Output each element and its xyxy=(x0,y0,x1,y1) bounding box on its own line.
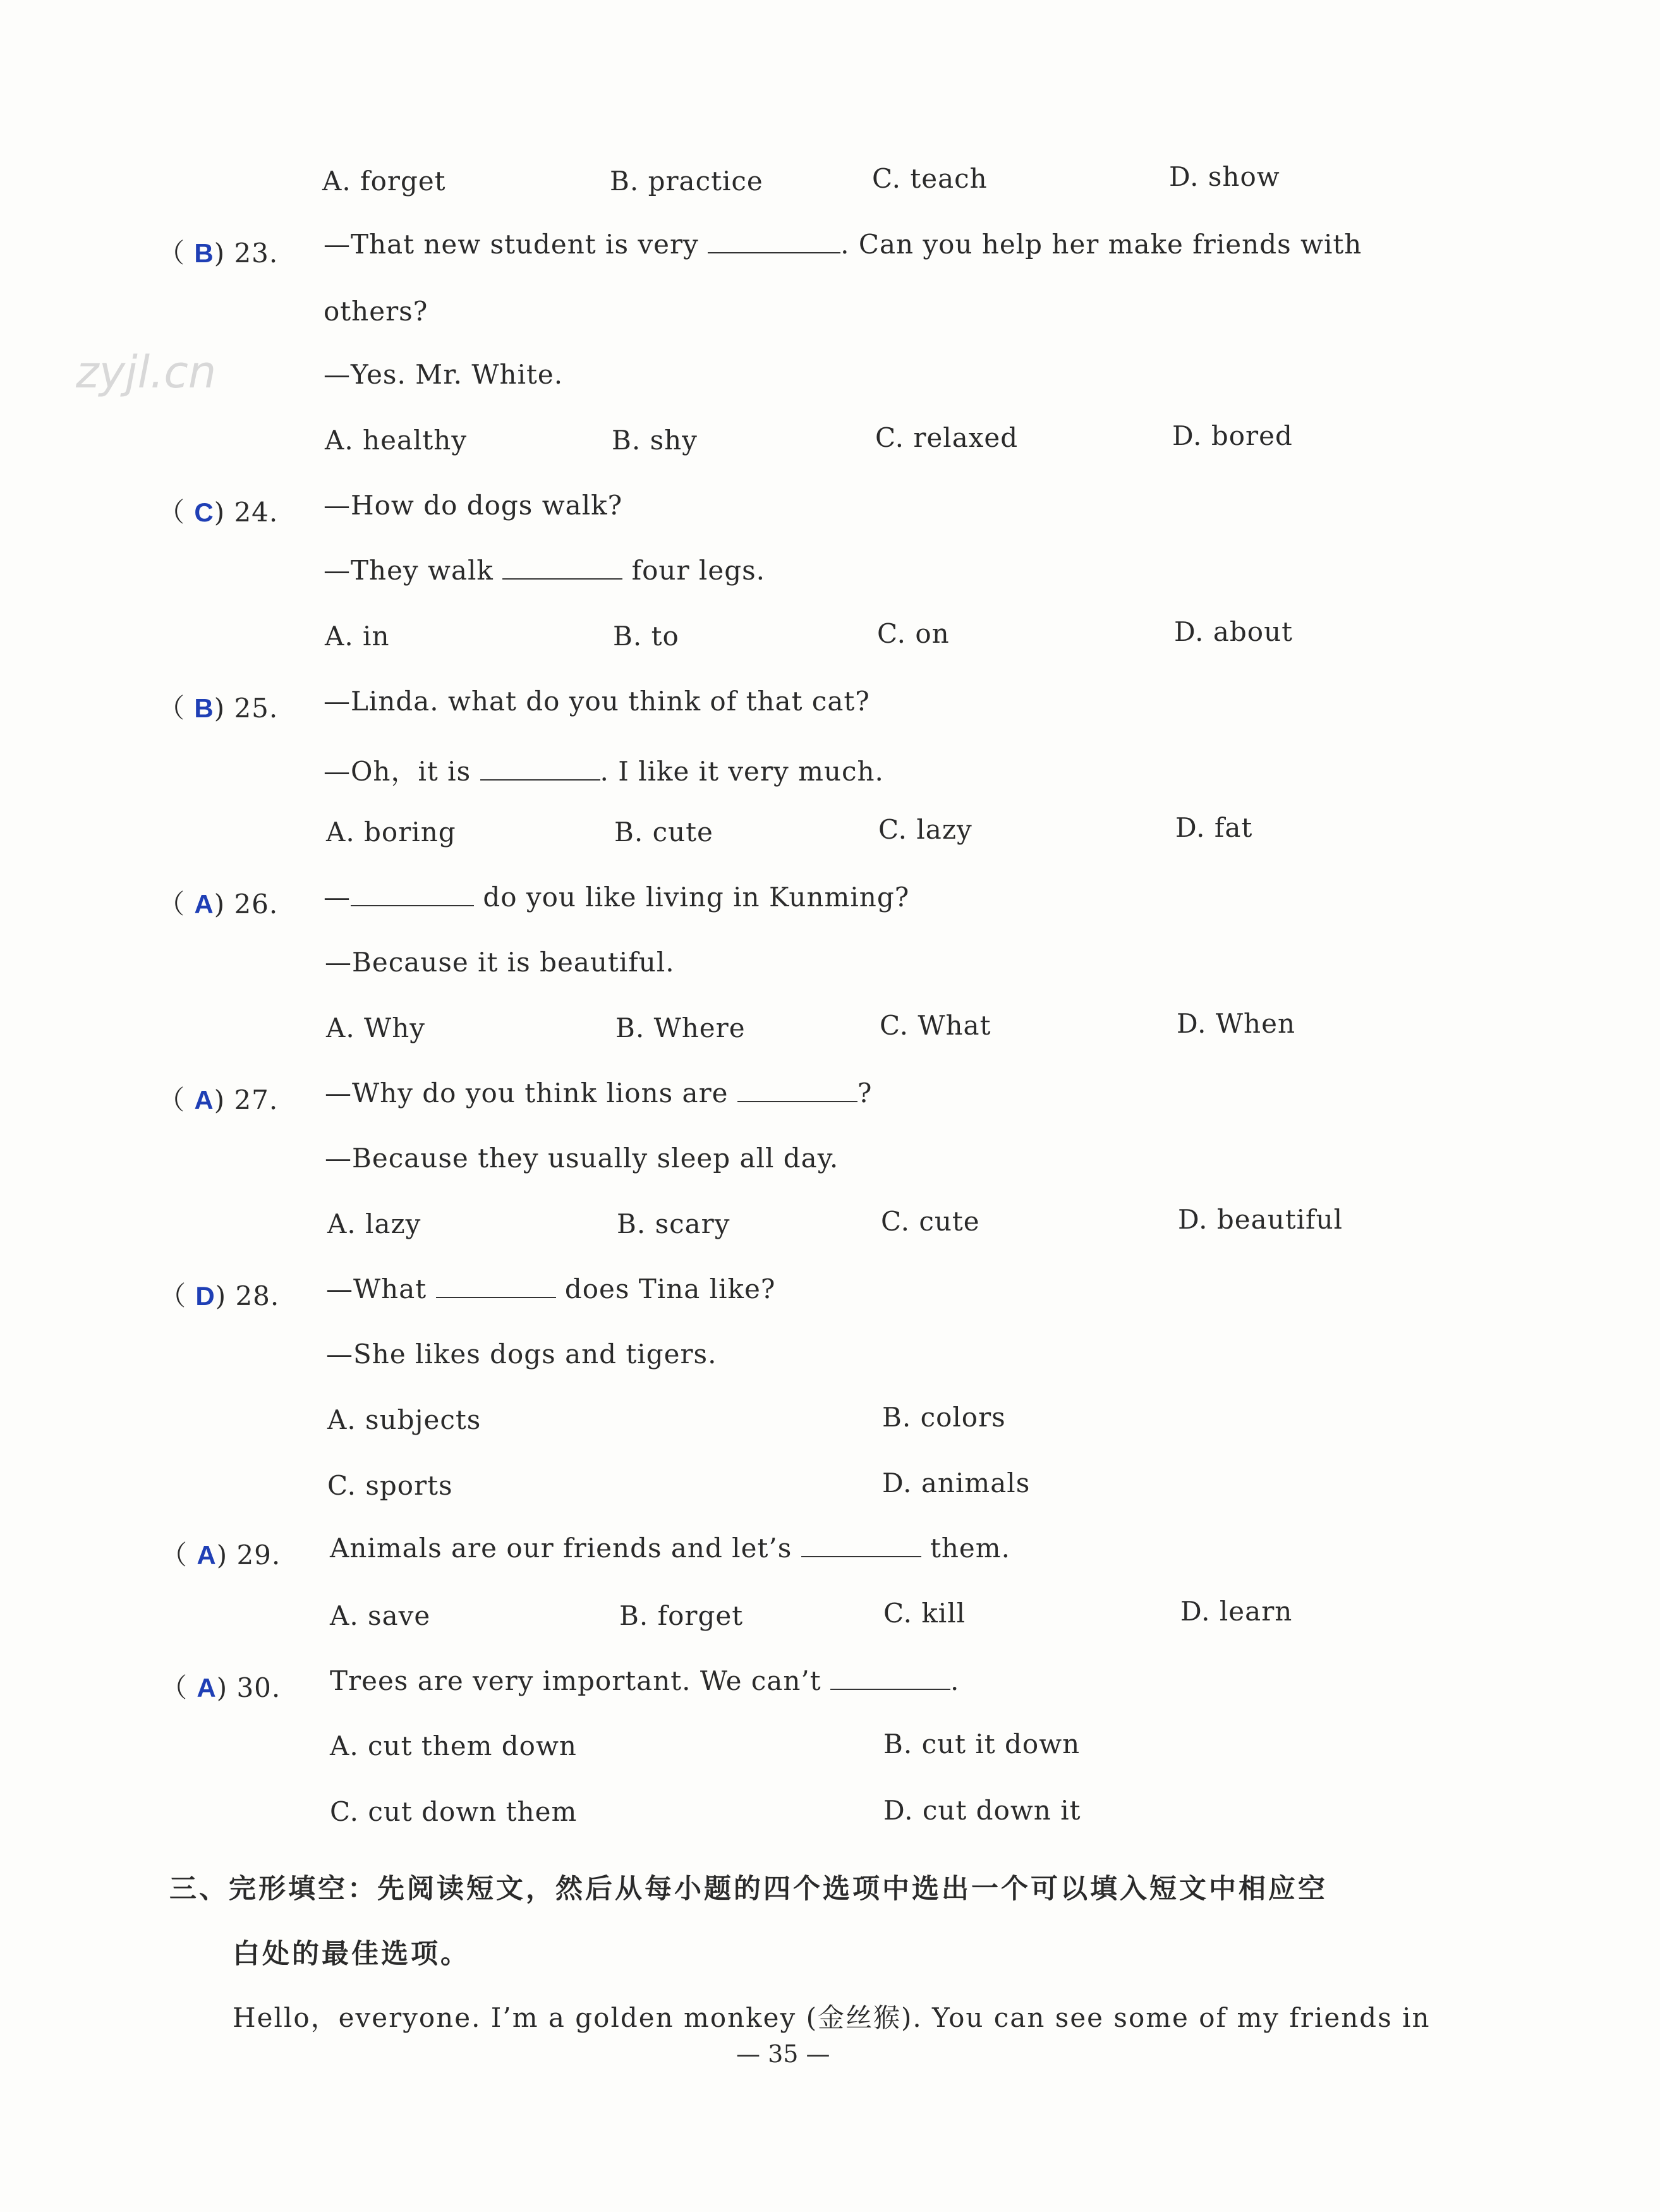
paren-open: （ xyxy=(158,889,195,920)
q26-stem-before: — xyxy=(324,882,351,913)
q23-option-c: C. relaxed xyxy=(875,422,1019,453)
q29-blank xyxy=(801,1534,921,1557)
q29-stem-after: them. xyxy=(930,1533,1010,1564)
q27-stem xyxy=(325,1078,872,1109)
q29-stem-before: Animals are our friends and let’s xyxy=(330,1533,792,1564)
q30-stem xyxy=(330,1665,959,1696)
q28-stem xyxy=(326,1273,775,1304)
q28-reply: —She likes dogs and tigers. xyxy=(326,1339,717,1370)
q26-stem-after: do you like living in Kunming? xyxy=(483,882,910,913)
q30-option-b: B. cut it down xyxy=(883,1729,1081,1759)
q28-option-c: C. sports xyxy=(327,1470,453,1501)
q26-answer: A xyxy=(194,889,214,919)
q28-blank xyxy=(436,1275,556,1298)
q24-blank xyxy=(502,557,622,580)
q23-stem xyxy=(324,229,1362,260)
section3-heading-line2: 白处的最佳选项。 xyxy=(233,1938,470,1970)
section3-passage-line1: Hello，everyone. I’m a golden monkey (金丝猴). You can see some of my friends in xyxy=(233,2002,1431,2033)
q26-blank xyxy=(351,884,474,906)
q28-number: ) 28. xyxy=(215,1280,280,1311)
q25-option-a: A. boring xyxy=(326,817,456,848)
paren-open: （ xyxy=(158,1085,195,1115)
q27-option-b: B. scary xyxy=(617,1208,730,1239)
q30-number: ) 30. xyxy=(216,1672,281,1703)
q24-option-b: B. to xyxy=(613,621,679,652)
q30-answer: A xyxy=(197,1673,217,1703)
q26-option-b: B. Where xyxy=(615,1012,746,1043)
paren-open: （ xyxy=(159,1280,196,1311)
q22-option-a: A. forget xyxy=(322,166,446,197)
q30-stem-after: . xyxy=(950,1665,960,1696)
q29-option-d: D. learn xyxy=(1180,1596,1293,1627)
q29-option-a: A. save xyxy=(330,1600,431,1631)
q25-blank xyxy=(480,758,600,781)
q27-option-d: D. beautiful xyxy=(1178,1204,1343,1235)
paren-open: （ xyxy=(161,1672,197,1703)
q23-option-a: A. healthy xyxy=(325,425,468,456)
q26-option-a: A. Why xyxy=(326,1012,425,1043)
q26-stem xyxy=(324,882,909,913)
q24-option-c: C. on xyxy=(877,618,950,649)
q24-reply xyxy=(324,555,765,586)
q27-answer: A xyxy=(194,1085,214,1115)
q29-option-b: B. forget xyxy=(619,1600,744,1631)
q23-reply: —Yes. Mr. White. xyxy=(324,359,564,390)
q30-option-d: D. cut down it xyxy=(883,1795,1081,1826)
q26-number: ) 26. xyxy=(214,889,279,920)
q25-answer: B xyxy=(194,693,214,723)
q24-answer: C xyxy=(194,497,214,527)
q25-reply-after: . I like it very much. xyxy=(600,756,884,787)
q25-reply-before: —Oh，it is xyxy=(324,756,471,787)
q28-stem-after: does Tina like? xyxy=(564,1273,776,1304)
paren-open: （ xyxy=(158,238,195,269)
q30-blank xyxy=(830,1667,950,1690)
q23-stem-cont: others? xyxy=(324,296,428,327)
q26-option-d: D. When xyxy=(1177,1008,1296,1039)
q24-reply-before: —They walk xyxy=(324,555,494,586)
q23-number: ) 23. xyxy=(214,238,279,269)
q29-answer: A xyxy=(197,1540,217,1570)
q23-stem-after: . Can you help her make friends with xyxy=(840,229,1362,260)
q30-stem-before: Trees are very important. We can’t xyxy=(330,1665,821,1696)
q25-stem: —Linda. what do you think of that cat? xyxy=(324,686,870,717)
q27-option-a: A. lazy xyxy=(327,1208,421,1239)
q23-stem-before: —That new student is very xyxy=(324,229,699,260)
q30-question xyxy=(161,1667,281,1705)
q27-reply: —Because they usually sleep all day. xyxy=(325,1143,839,1174)
q30-option-a: A. cut them down xyxy=(330,1730,577,1761)
q24-question xyxy=(158,492,278,530)
page-number: — 35 — xyxy=(736,2040,830,2068)
section3-heading-line1: 三、完形填空：先阅读短文，然后从每小题的四个选项中选出一个可以填入短文中相应空 xyxy=(169,1873,1328,1905)
q28-option-a: A. subjects xyxy=(327,1404,482,1435)
q28-answer: D xyxy=(195,1281,215,1311)
q26-question xyxy=(158,884,278,921)
paren-open: （ xyxy=(161,1540,197,1571)
q23-blank xyxy=(708,231,840,253)
q27-stem-after: ? xyxy=(857,1078,873,1109)
q27-number: ) 27. xyxy=(214,1085,279,1115)
q25-option-c: C. lazy xyxy=(878,814,972,845)
q24-number: ) 24. xyxy=(214,497,279,528)
q24-option-a: A. in xyxy=(325,621,390,652)
q25-number: ) 25. xyxy=(214,693,279,724)
q30-option-c: C. cut down them xyxy=(330,1796,578,1827)
q23-answer: B xyxy=(194,238,214,268)
q28-option-d: D. animals xyxy=(882,1468,1031,1498)
q29-option-c: C. kill xyxy=(883,1598,966,1629)
q23-option-d: D. bored xyxy=(1172,420,1293,451)
q22-option-b: B. practice xyxy=(610,166,763,197)
q24-option-d: D. about xyxy=(1174,616,1293,647)
q29-number: ) 29. xyxy=(216,1540,281,1571)
q27-blank xyxy=(737,1079,857,1102)
q28-option-b: B. colors xyxy=(882,1402,1006,1433)
q22-option-c: C. teach xyxy=(872,163,988,194)
watermark: zyjl.cn xyxy=(76,346,217,398)
q25-option-d: D. fat xyxy=(1175,812,1253,843)
q27-stem-before: —Why do you think lions are xyxy=(325,1078,729,1109)
q25-reply xyxy=(324,751,884,789)
q25-question xyxy=(158,688,278,726)
q22-option-d: D. show xyxy=(1169,161,1280,192)
q25-option-b: B. cute xyxy=(614,817,713,848)
q27-option-c: C. cute xyxy=(881,1206,980,1237)
q29-stem xyxy=(330,1533,1010,1564)
q28-question xyxy=(159,1275,279,1313)
q28-stem-before: —What xyxy=(326,1273,427,1304)
q24-reply-after: four legs. xyxy=(631,555,765,586)
q23-question xyxy=(158,233,278,270)
paren-open: （ xyxy=(158,693,195,724)
q26-option-c: C. What xyxy=(880,1010,991,1041)
q24-stem: —How do dogs walk? xyxy=(324,490,623,521)
q29-question xyxy=(161,1534,281,1572)
paren-open: （ xyxy=(158,497,195,528)
q23-option-b: B. shy xyxy=(612,425,698,456)
q26-reply: —Because it is beautiful. xyxy=(325,947,675,978)
q27-question xyxy=(158,1079,278,1117)
